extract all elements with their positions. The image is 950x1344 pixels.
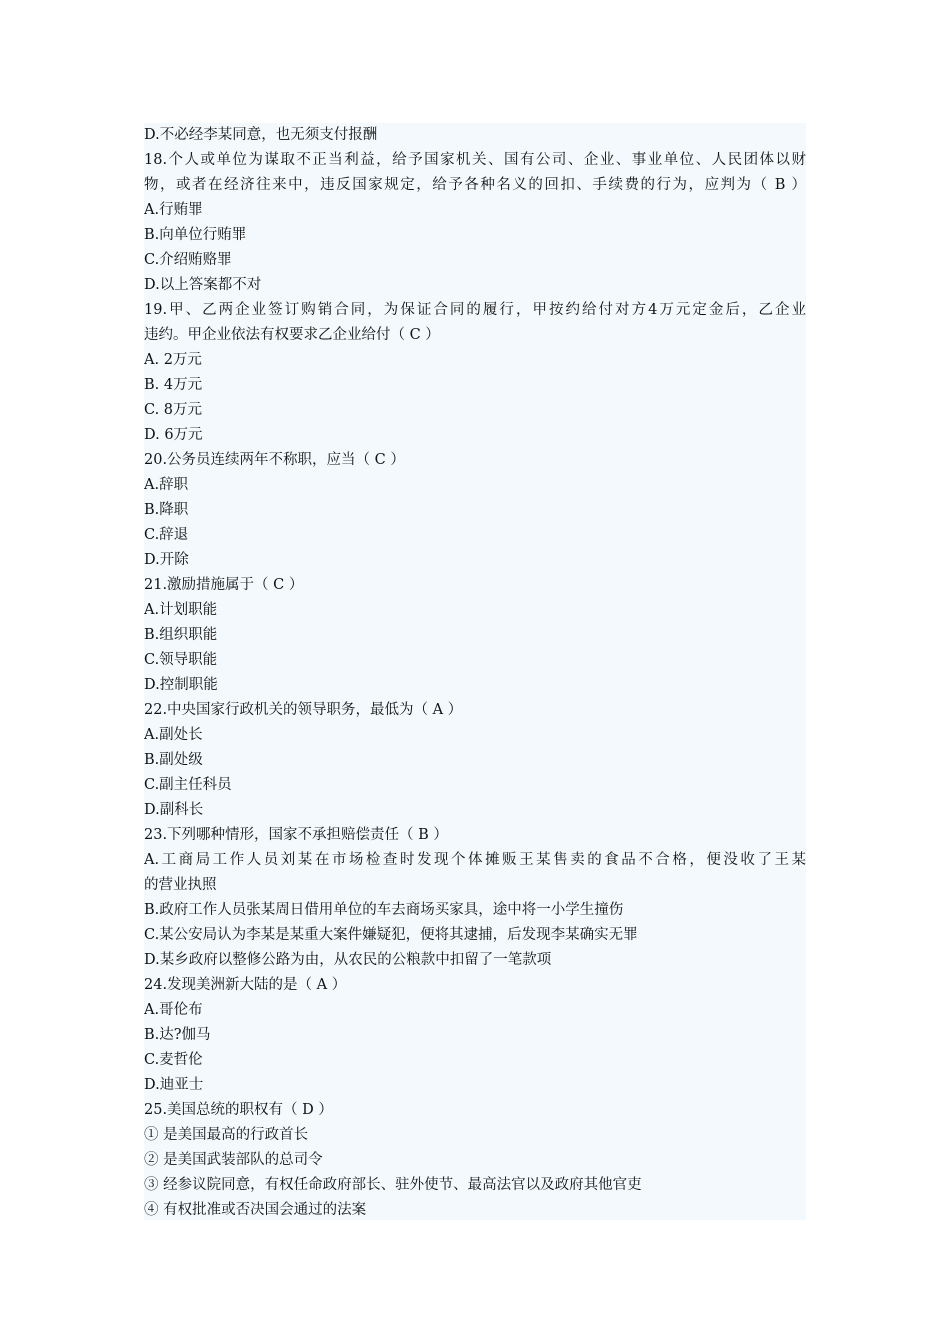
answer-option: C. 8万元 (144, 402, 203, 418)
question-20: 20.公务员连续两年不称职，应当（ C ） (144, 452, 405, 468)
text-line: D.不必经李某同意，也无须支付报酬 (144, 127, 378, 143)
answer-option: B.降职 (144, 502, 189, 518)
answer-option: A.工商局工作人员刘某在市场检查时发现个体摊贩王某售卖的食品不合格，便没收了王某 (144, 852, 806, 868)
question-24: 24.发现美洲新大陆的是（ A ） (144, 977, 347, 993)
answer-option: C.某公安局认为李某是某重大案件嫌疑犯，便将其逮捕，后发现李某确实无罪 (144, 927, 638, 943)
answer-option-continued: 的营业执照 (144, 877, 217, 893)
question-25: 25.美国总统的职权有（ D ） (144, 1102, 333, 1118)
answer-option: C.介绍贿赂罪 (144, 252, 232, 268)
answer-option: B. 4万元 (144, 377, 203, 393)
answer-option: D.开除 (144, 552, 189, 568)
question-22: 22.中央国家行政机关的领导职务，最低为（ A ） (144, 702, 463, 718)
numbered-statement: ③ 经参议院同意，有权任命政府部长、驻外使节、最高法官以及政府其他官吏 (144, 1177, 642, 1193)
answer-option: D.控制职能 (144, 677, 218, 693)
answer-option: B.向单位行贿罪 (144, 227, 247, 243)
answer-option: B.政府工作人员张某周日借用单位的车去商场买家具，途中将一小学生撞伤 (144, 902, 624, 918)
numbered-statement: ④ 有权批准或否决国会通过的法案 (144, 1202, 367, 1218)
answer-option: C.副主任科员 (144, 777, 232, 793)
answer-option: D.以上答案都不对 (144, 277, 262, 293)
answer-option: C.辞退 (144, 527, 189, 543)
question-23: 23.下列哪种情形，国家不承担赔偿责任（ B ） (144, 827, 448, 843)
answer-option: B.组织职能 (144, 627, 218, 643)
answer-option: B.达?伽马 (144, 1027, 211, 1043)
document-page (144, 123, 806, 1220)
answer-option: D.副科长 (144, 802, 204, 818)
question-18-line-1: 18.个人或单位为谋取不正当利益，给予国家机关、国有公司、企业、事业单位、人民团体以财 (144, 152, 806, 168)
answer-option: A.行贿罪 (144, 202, 203, 218)
answer-option: D.某乡政府以整修公路为由，从农民的公粮款中扣留了一笔款项 (144, 952, 552, 968)
question-18-line-2: 物，或者在经济往来中，违反国家规定，给予各种名义的回扣、手续费的行为，应判为（ B ） (144, 177, 806, 193)
answer-option: B.副处级 (144, 752, 203, 768)
answer-option: A.计划职能 (144, 602, 218, 618)
question-19-line-1: 19.甲、乙两企业签订购销合同，为保证合同的履行，甲按约给付对方4万元定金后，乙企业 (144, 302, 806, 318)
answer-option: A.副处长 (144, 727, 203, 743)
answer-option: C.麦哲伦 (144, 1052, 203, 1068)
question-21: 21.激励措施属于（ C ） (144, 577, 304, 593)
numbered-statement: ① 是美国最高的行政首长 (144, 1127, 309, 1143)
answer-option: A. 2万元 (144, 352, 202, 368)
answer-option: D.迪亚士 (144, 1077, 204, 1093)
answer-option: A.哥伦布 (144, 1002, 203, 1018)
answer-option: C.领导职能 (144, 652, 218, 668)
numbered-statement: ② 是美国武装部队的总司令 (144, 1152, 323, 1168)
answer-option: A.辞职 (144, 477, 189, 493)
answer-option: D. 6万元 (144, 427, 203, 443)
question-19-line-2: 违约。甲企业依法有权要求乙企业给付（ C ） (144, 327, 440, 343)
